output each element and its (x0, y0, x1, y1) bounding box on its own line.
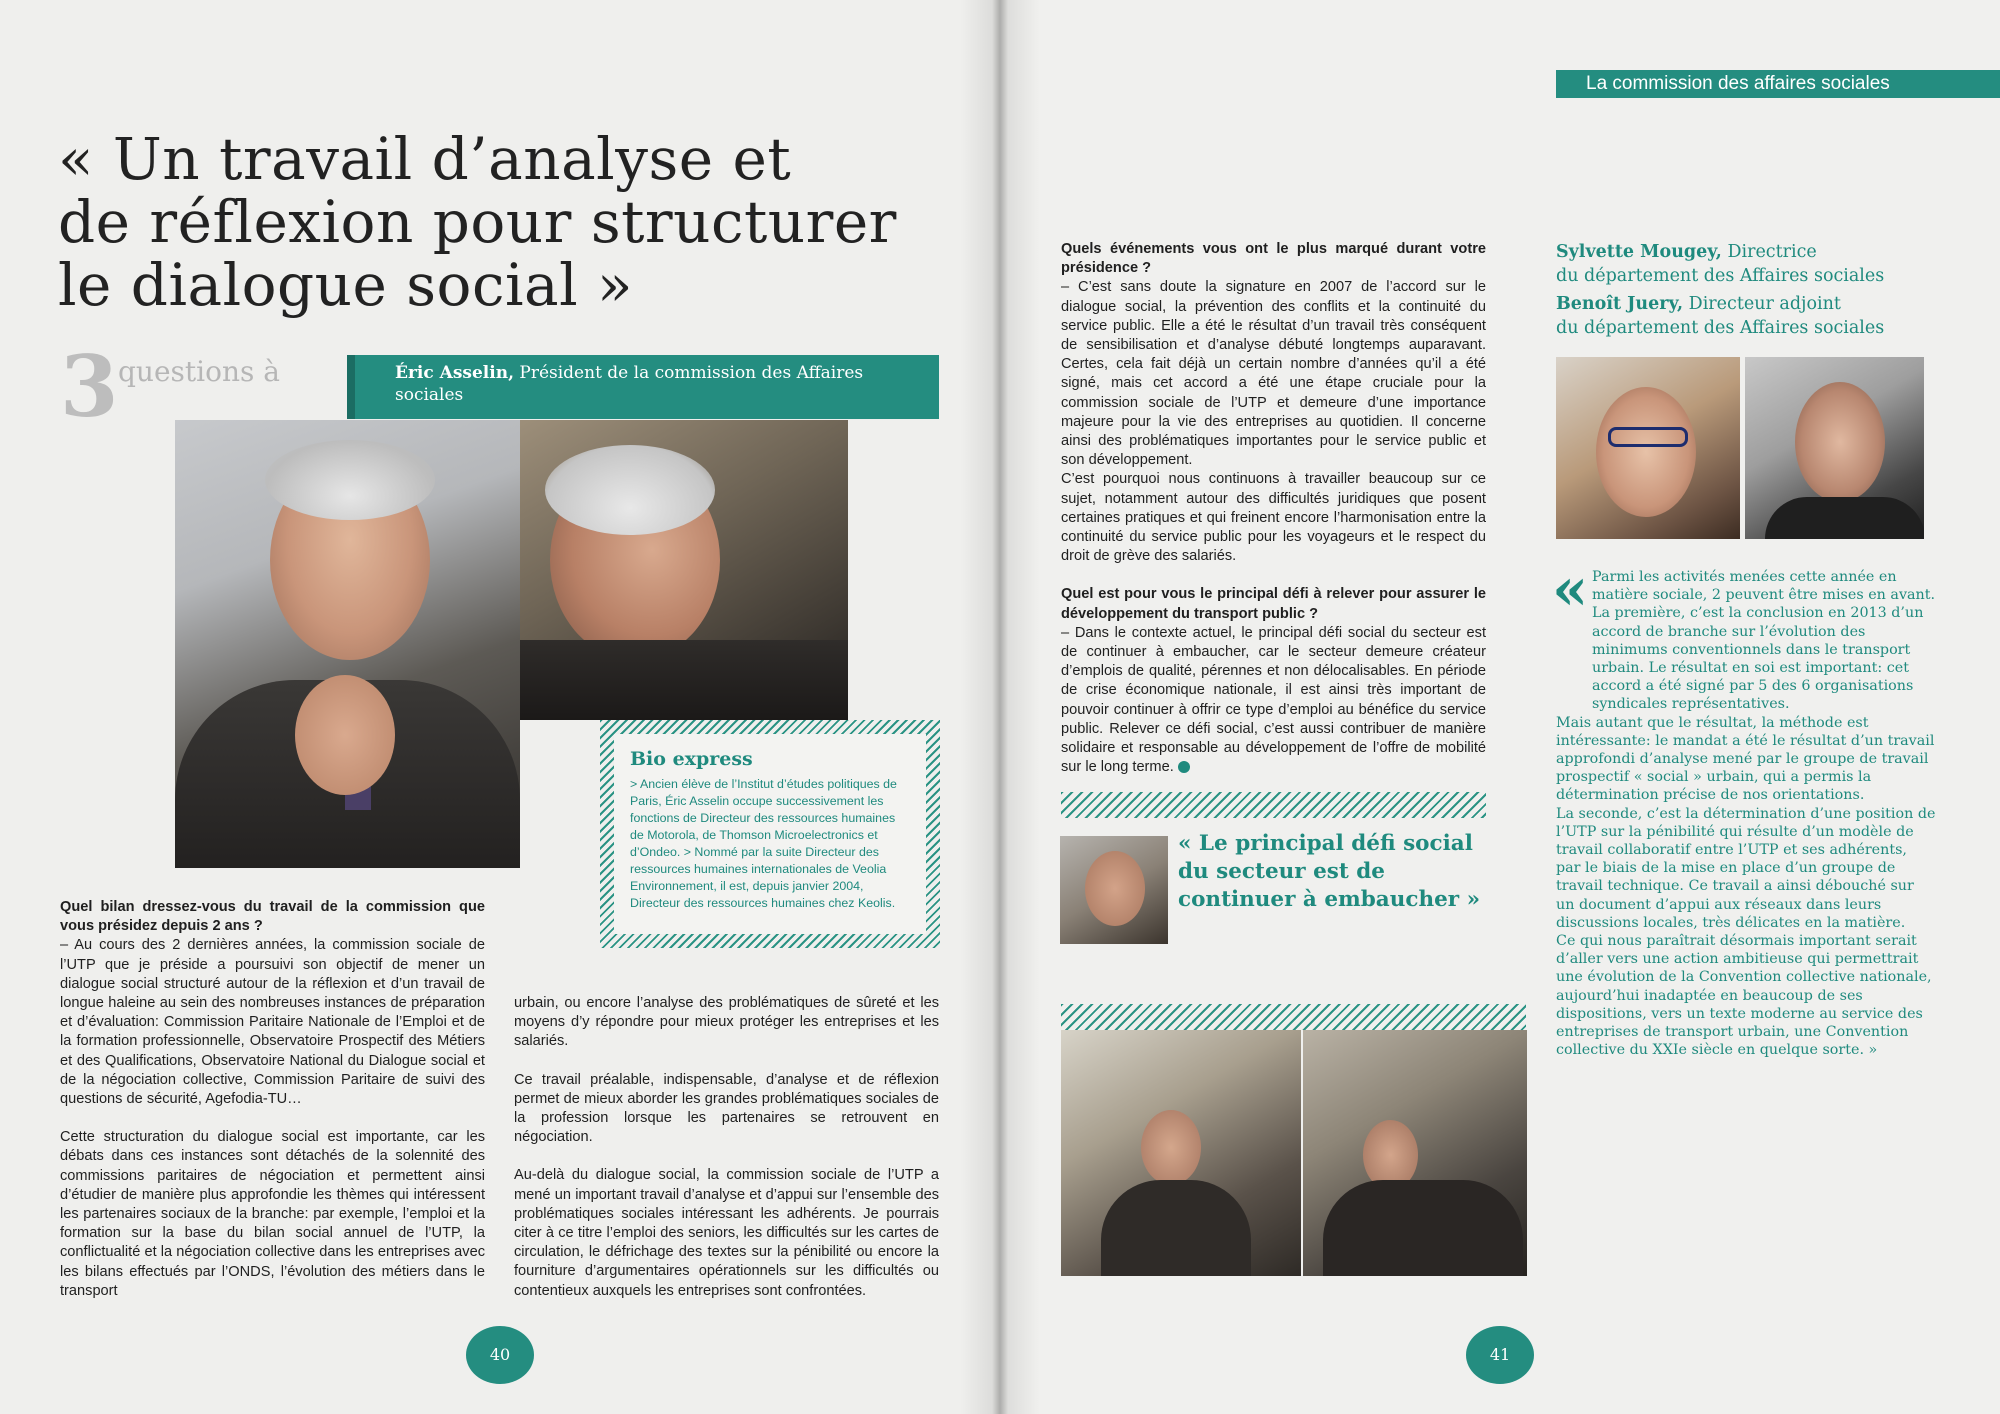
staff-photo-2 (1745, 357, 1924, 539)
hatch-divider-top (1061, 792, 1486, 818)
staff-1-department: du département des Affaires sociales (1556, 266, 1885, 286)
question-1: Quel bilan dressez-vous du travail de la commission que vous présidez depuis 2 ans ? (60, 899, 485, 935)
staff-quote-p1: Parmi les activités menées cette année en matière sociale, 2 peuvent être mises en avant. La première, c’est la conclusion en 2013 d’un accord de branche sur l’évolution des minimums conventionnels dans le transport urbain. Le résultat en soi est important: cet accord a été signé par 5 des 6 organisations syndicales représentatives. (1592, 569, 1936, 713)
staff-photo-1 (1556, 357, 1740, 539)
pullquote: « Le principal défi social du secteur est de continuer à embaucher » (1178, 831, 1481, 912)
questions-number: 3 (60, 337, 119, 436)
headline-line-1: « Un travail d’analyse et (58, 125, 792, 193)
interviewee-banner (347, 355, 939, 419)
question-2: Quels événements vous ont le plus marqué durant votre présidence ? (1061, 241, 1486, 277)
staff-1 (1556, 240, 1976, 264)
column-2 (514, 994, 939, 1320)
page-number-left: 40 (466, 1326, 534, 1384)
answer-2-paragraph-2: C’est pourquoi nous continuons à travailler beaucoup sur ce sujet, notamment autour des difficultés juridiques que posent certaines pratiques et qui freinent encore l’harmonisation entre la continuité du service public pour les voyageurs et le respect du droit de grève des salariés. (1061, 471, 1486, 565)
section-header: La commission des affaires sociales (1556, 70, 2000, 98)
staff-2-role: Directeur adjoint (1688, 294, 1841, 314)
bio-text: > Ancien élève de l’Institut d’études politiques de Paris, Éric Asselin occupe successivement les fonctions de Directeur des ressources humaines de Motorola, de Thomson Microelectronics et d’Ondeo. > Nommé par la suite Directeur des ressources humaines internationales de Veolia Environnement, il est, depuis janvier 2004, Directeur des ressources humaines chez Keolis. (630, 777, 897, 910)
answer-1-paragraph-5: Au-delà du dialogue social, la commission sociale de l’UTP a mené un important travail d’analyse et d’appui sur l’ensemble des problématiques sociales intéressant les adhérents. Je pourrais citer à ce titre l’emploi des seniors, les difficultés sur les cartes de circulation, le défrichage des textes sur la pénibilité ou encore la fourniture d’argumentaires opérationnels sur les difficultés ou contentieux auxquels les entreprises sont confrontées. (514, 1167, 939, 1299)
staff-2-department: du département des Affaires sociales (1556, 318, 1885, 338)
bio-title: Bio express (630, 748, 753, 770)
staff-quote-p3: La seconde, c’est la détermination d’une position de l’UTP sur la pénibilité qui résulte d’un modèle de travail collaboratif entre l’UTP et ses adhérents, par le biais de la mise en place d’un groupe de travail technique. Ce travail a ainsi débouché sur un document d’appui aux réseaux dans leurs discussions locales, très délicates en la matière. (1556, 805, 1936, 931)
page-number-right: 41 (1466, 1326, 1534, 1384)
interviewee-role: Président de la commission des Affaires sociales (395, 363, 864, 405)
staff-quote-p4: Ce qui nous paraîtrait désormais important serait d’aller vers une action ambitieuse qui permettrait une évolution de la Convention collective nationale, aujourd’hui inadaptée en beaucoup de ses dispositions, vers un texte moderne au service des entreprises de transport urbain, une Convention collective du XXIe siècle en quelque sorte. » (1556, 933, 1932, 1059)
staff-2-name: Benoît Juery, (1556, 294, 1684, 314)
headline-line-2: de réflexion pour structurer (58, 188, 897, 256)
bio-express-box (600, 720, 940, 948)
interviewee-name: Éric Asselin, (395, 363, 514, 383)
questions-label: questions à (118, 355, 280, 388)
staff-names (1556, 240, 1976, 340)
staff-quote (1556, 568, 1936, 1059)
book-gutter (960, 0, 1040, 1414)
answer-3 (1061, 624, 1486, 778)
column-1 (60, 898, 485, 1320)
column-3 (1061, 240, 1486, 777)
staff-quote-p2: Mais autant que le résultat, la méthode est intéressante: le mandat a été le résultat d’un travail approfondi d’analyse mené par le groupe de travail prospectif « social » urbain, qui a permis la détermination précise de nos orientations. (1556, 714, 1935, 804)
answer-1-paragraph-2: Cette structuration du dialogue social est importante, car les débats dans ces instances sont détachés de la solennité des commissions paritaires de négociation et permettent ainsi d’étudier de manière plus approfondie les thèmes qui intéressent les partenaires sociaux de la branche: par exemple, l’emploi et la formation sur la base du bilan social annuel de l’UTP, la conflictualité et la négociation collective dans les entreprises avec les bilans effectués par l’ONDS, l’évolution des métiers dans le transport (60, 1129, 485, 1299)
pullquote-photo (1060, 836, 1168, 944)
staff-2 (1556, 292, 1976, 316)
headline-line-3: le dialogue social » (58, 251, 634, 319)
answer-3-text: – Dans le contexte actuel, le principal défi social du secteur est de continuer à embaucher, car le secteur demeure créateur d’emplois de qualité, pérennes et non délocalisables. En période de crise économique nationale, il est ainsi très important de pouvoir continuer à offrir ce type d’emploi au bénéfice du service public. Relever ce défi social, c’est aussi contribuer de manière solidaire et responsable au développement de l’offre de mobilité sur le long terme. (1061, 624, 1486, 776)
answer-1-paragraph-4: Ce travail préalable, indispensable, d’analyse et de réflexion permet de mieux aborder les grandes problématiques sociales de la profession lorsque les partenaires se retrouvent en négociation. (514, 1071, 939, 1146)
meeting-photo-1 (1061, 1030, 1301, 1276)
portrait-photo-1 (175, 420, 520, 868)
meeting-photo-2 (1303, 1030, 1527, 1276)
hatch-divider-bottom (1061, 1004, 1526, 1030)
staff-1-name: Sylvette Mougey, (1556, 242, 1722, 262)
quote-mark-icon: « (1552, 555, 1589, 623)
answer-1-paragraph-1: – Au cours des 2 dernières années, la commission sociale de l’UTP que je préside a poursuivi son objectif de mener un dialogue social structuré autour de la réflexion et d’un travail de longue haleine au sein des nombreuses instances de préparation et d’évaluation: Commission Paritaire Nationale de l’Emploi et de la formation professionnelle, Observatoire Prospectif des Métiers et des Qualifications, Observatoire National du Dialogue social et de la négociation collective, Commission Paritaire de suivi des questions de sécurité, Agefodia-TU… (60, 937, 485, 1108)
question-3: Quel est pour vous le principal défi à relever pour assurer le développement du transport public ? (1061, 586, 1486, 622)
end-mark-icon (1178, 761, 1190, 773)
staff-1-role: Directrice (1727, 242, 1817, 262)
answer-1-paragraph-3: urbain, ou encore l’analyse des problématiques de sûreté et les moyens d’y répondre pour mieux protéger les entreprises et les salariés. (514, 995, 939, 1050)
right-page (1000, 0, 2000, 1414)
answer-2-paragraph-1: – C’est sans doute la signature en 2007 de l’accord sur le dialogue social, la prévention des conflits et la continuité du service public. Elle a été le résultat d’un travail très conséquent de sensibilisation et d’analyse débuté longtemps auparavant. Certes, cela fait déjà un certain nombre d’années qu’il a été signé, mais cet accord a été une étape cruciale pour la commission sociale de l’UTP et demeure d’une importance majeure pour la vie des entreprises au quotidien. Il concerne ainsi des problématiques importantes pour le service public et son développement. (1061, 279, 1486, 469)
headline (58, 125, 958, 319)
portrait-photo-2 (520, 420, 848, 720)
